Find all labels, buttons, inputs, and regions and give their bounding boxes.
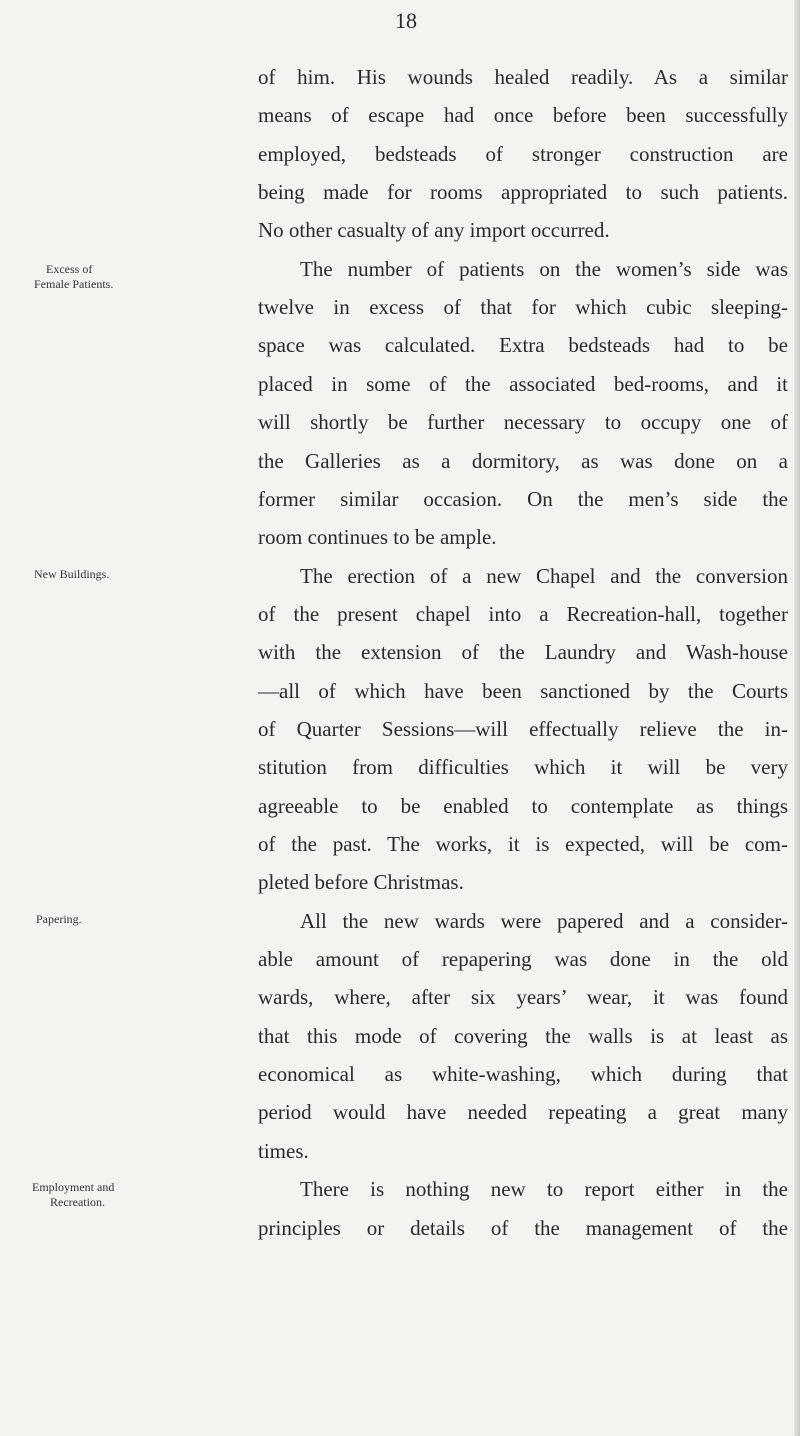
text-line: The number of patients on the women’s side was	[300, 256, 788, 281]
text-line: able amount of repapering was done in the old	[258, 947, 788, 972]
text-line: wards, where, after six years’ wear, it was found	[258, 985, 788, 1010]
text-line: agreeable to be enabled to contemplate as things	[258, 793, 788, 818]
text-line: twelve in excess of that for which cubic sleeping-	[258, 295, 788, 320]
text-line: space was calculated. Extra bedsteads had to be	[258, 333, 788, 358]
text-line: period would have needed repeating a great many	[258, 1100, 788, 1125]
page-number: 18	[395, 8, 417, 33]
text-line: of the past. The works, it is expected, will be com-	[258, 832, 788, 856]
text-line: the Galleries as a dormitory, as was done on a	[258, 448, 788, 473]
text-line: economical as white-washing, which during that	[258, 1062, 788, 1087]
text-line: There is nothing new to report either in the	[300, 1177, 788, 1202]
text-line: being made for rooms appropriated to such patients.	[258, 180, 788, 205]
margin-note-line: Recreation.	[50, 1195, 105, 1209]
margin-note-employment	[32, 1180, 114, 1210]
text-line: will shortly be further necessary to occupy one of	[258, 410, 788, 435]
text-line: employed, bedsteads of stronger construction are	[258, 141, 788, 166]
margin-note-line: Excess of	[46, 262, 93, 276]
text-line: principles or details of the management of the	[258, 1215, 788, 1240]
text-line: The erection of a new Chapel and the conversion	[300, 563, 788, 588]
margin-note-new-buildings	[34, 567, 109, 582]
margin-note-excess	[34, 262, 113, 292]
text-line: placed in some of the associated bed-rooms, and it	[258, 371, 788, 396]
text-line: All the new wards were papered and a consider-	[300, 908, 788, 933]
margin-note-line: New Buildings.	[34, 567, 110, 581]
text-line: times.	[258, 1138, 309, 1163]
text-line: stitution from difficulties which it will be very	[258, 755, 788, 780]
text-line: of the present chapel into a Recreation-hall, together	[258, 601, 788, 626]
text-line: room continues to be ample.	[258, 525, 497, 550]
margin-note-line: Female Patients.	[34, 277, 114, 291]
text-line: former similar occasion. On the men’s side the	[258, 486, 788, 511]
margin-note-line: Employment and	[32, 1180, 115, 1194]
margin-note-papering	[36, 912, 82, 927]
text-line: pleted before Christmas.	[258, 870, 464, 895]
text-line: No other casualty of any import occurred.	[258, 218, 610, 243]
text-line: means of escape had once before been successfully	[258, 103, 788, 128]
text-line: with the extension of the Laundry and Wash-house	[258, 640, 788, 665]
page-edge	[794, 0, 800, 1436]
text-line: —all of which have been sanctioned by the Courts	[258, 678, 788, 703]
text-line: that this mode of covering the walls is at least as	[258, 1023, 788, 1048]
text-line: of Quarter Sessions—will effectually relieve the in-	[258, 716, 788, 741]
margin-note-line: Papering.	[36, 912, 82, 926]
text-line: of him. His wounds healed readily. As a similar	[258, 65, 788, 89]
